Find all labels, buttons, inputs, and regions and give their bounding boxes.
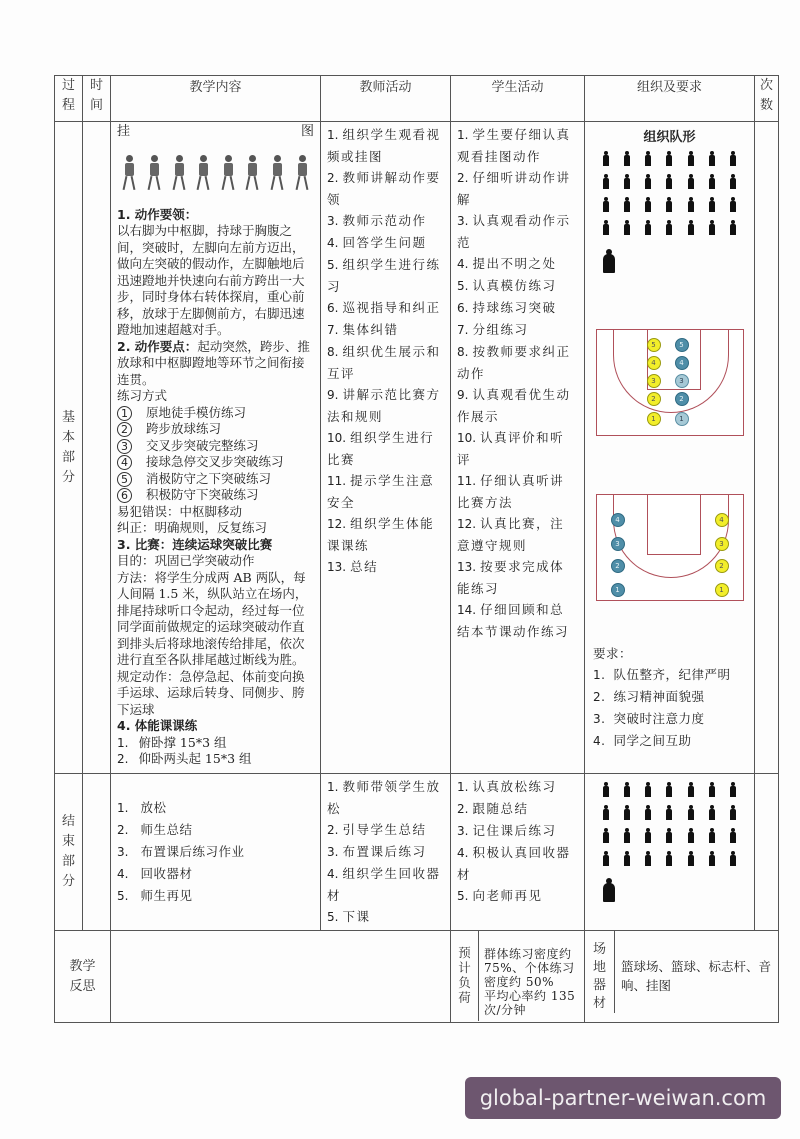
watermark-badge: global-partner-weiwan.com [465, 1077, 781, 1119]
basic-time-cell [83, 122, 111, 774]
student-icon [709, 220, 715, 235]
lesson-plan-table [54, 75, 779, 1023]
student-icon [709, 828, 715, 843]
practice-item: 4 接球急停交叉步突破练习 [117, 454, 314, 471]
student-icon [645, 851, 651, 866]
student-icon [603, 174, 609, 189]
p1-text: 以右脚为中枢脚，持球于胸腹之间，突破时，左脚向左前方迈出，做向左突破的假动作，左脚触地后迅速蹬地并快速向右前方跨出一大步，同时身体右转体探肩，重心前移，放球于左脚侧前方，右脚迅速蹬地加速超越对手。 [117, 223, 305, 337]
ending-teacher-cell [321, 774, 451, 931]
ending-teacher-item: 2. 引导学生总结 [327, 822, 427, 837]
ending-content-item: 3. 布置课后练习作业 [117, 844, 245, 859]
ending-student-item: 2. 跟随总结 [457, 801, 529, 816]
equipment-cell [585, 931, 779, 1023]
requirements-title: 要求： [593, 646, 633, 661]
student-icon [645, 174, 651, 189]
practice-item: 1 原地徒手模仿练习 [117, 405, 314, 422]
student-icon [666, 828, 672, 843]
student-icon [709, 174, 715, 189]
student-icon [688, 220, 694, 235]
student-icon [624, 174, 630, 189]
load-text: 群体练习密度约 75%、个体练习密度约 50% 平均心率约 135 次/分钟 [484, 947, 576, 1017]
common-error: 易犯错误：中枢脚移动 [117, 503, 243, 519]
student-icon [603, 151, 609, 166]
student-icon [645, 197, 651, 212]
basic-student-cell [451, 122, 585, 774]
ending-student-item: 5. 向老师再见 [457, 888, 543, 903]
student-icon [603, 220, 609, 235]
p2-text: 起动突然，跨步、推放球和中枢脚蹬地等环节之间衔接连贯。 [117, 338, 310, 387]
header-student: 学生活动 [451, 76, 585, 122]
ending-count-cell [755, 774, 779, 931]
student-icon [688, 197, 694, 212]
student-icon [709, 151, 715, 166]
student-item: 7. 分组练习 [457, 322, 529, 337]
student-icon [730, 851, 736, 866]
reflection-content [111, 931, 451, 1023]
p3-method: 方法：将学生分成两 AB 两队，每人间隔 1.5 米，纵队站立在场内，排尾持球听口令起动，经过每一位同学面前做规定的运球突破动作直到排头后将球地滚传给排尾，依次进行直至各队排尾越过断线为胜。 [117, 569, 308, 667]
student-item: 14. 仔细回顾和总结本节课动作练习 [457, 602, 570, 639]
header-count: 次 数 [755, 76, 779, 122]
requirement-item: 2. 练习精神面貌强 [593, 689, 705, 704]
student-item: 4. 提出不明之处 [457, 256, 557, 271]
p4-item: 1. 俯卧撑 15*3 组 [117, 734, 227, 750]
student-icon [645, 805, 651, 820]
p3-title: 3. 比赛：连续运球突破比赛 [117, 536, 273, 552]
student-icon [603, 805, 609, 820]
basic-section-row [55, 122, 779, 774]
ending-organization-cell [585, 774, 755, 931]
header-row [55, 76, 779, 122]
student-icon [709, 197, 715, 212]
load-cell [451, 931, 585, 1023]
student-icon [688, 805, 694, 820]
reflection-label: 教学 反思 [55, 931, 111, 1023]
student-icon [688, 851, 694, 866]
practice-item: 3 交叉步突破完整练习 [117, 438, 314, 455]
student-icon [709, 851, 715, 866]
ending-teacher-item: 5. 下课 [327, 909, 371, 924]
header-time: 时 间 [83, 76, 111, 122]
student-icon [709, 805, 715, 820]
student-item: 3. 认真观看动作示范 [457, 213, 571, 250]
student-item: 5. 认真模仿练习 [457, 278, 557, 293]
student-icon [666, 220, 672, 235]
student-icon [624, 220, 630, 235]
student-icon [624, 851, 630, 866]
teacher-icon [603, 249, 615, 273]
header-teacher: 教师活动 [321, 76, 451, 122]
student-icon [730, 220, 736, 235]
ending-student-item: 4. 积极认真回收器材 [457, 845, 571, 882]
ending-student-cell [451, 774, 585, 931]
student-icon [730, 828, 736, 843]
student-item: 1. 学生要仔细认真观看挂图动作 [457, 127, 571, 164]
student-icon [603, 828, 609, 843]
header-process: 过 程 [55, 76, 83, 122]
student-icon [624, 828, 630, 843]
teacher-item: 12. 组织学生体能课课练 [327, 516, 435, 553]
ending-content-item: 2. 师生总结 [117, 822, 193, 837]
student-icon [666, 782, 672, 797]
basic-section-label: 基 本 部 分 [55, 122, 83, 774]
student-item: 2. 仔细听讲动作讲解 [457, 170, 571, 207]
student-icon [730, 782, 736, 797]
student-icon [730, 174, 736, 189]
student-icon [645, 220, 651, 235]
student-icon [645, 828, 651, 843]
student-item: 12. 认真比赛，注意遵守规则 [457, 516, 565, 553]
student-item: 10. 认真评价和听评 [457, 430, 565, 467]
student-icon [730, 151, 736, 166]
teacher-item: 8. 组织优生展示和互评 [327, 344, 441, 381]
student-formation [589, 151, 750, 235]
student-icon [603, 782, 609, 797]
student-icon [624, 197, 630, 212]
formation-title: 组织队形 [643, 130, 696, 145]
teacher-item: 7. 集体纠错 [327, 322, 399, 337]
student-item: 11. 仔细认真听讲比赛方法 [457, 473, 565, 510]
p4-title: 4. 体能课课练 [117, 718, 198, 733]
teacher-item: 2. 教师讲解动作要领 [327, 170, 441, 207]
student-icon [730, 805, 736, 820]
ending-teacher-item: 1. 教师带领学生放松 [327, 779, 441, 816]
student-icon [666, 197, 672, 212]
student-item: 9. 认真观看优生动作展示 [457, 387, 571, 424]
p3-goal: 目的：巩固已学突破动作 [117, 553, 255, 568]
equipment-text: 篮球场、篮球、标志杆、音响、挂图 [621, 959, 772, 993]
ending-section-row [55, 774, 779, 931]
ending-teacher-item: 3. 布置课后练习 [327, 844, 427, 859]
ending-content-item: 1. 放松 [117, 800, 167, 815]
student-formation [589, 782, 750, 866]
ending-time-cell [83, 774, 111, 931]
student-icon [666, 805, 672, 820]
practice-item: 2 跨步放球练习 [117, 421, 314, 438]
ending-content-item: 5. 师生再见 [117, 888, 193, 903]
teacher-item: 13. 总结 [327, 559, 379, 574]
student-icon [666, 174, 672, 189]
practice-item: 6 积极防守下突破练习 [117, 487, 314, 504]
practice-title: 练习方式 [117, 388, 168, 403]
requirement-item: 4. 同学之间互助 [593, 733, 692, 748]
teacher-item: 3. 教师示范动作 [327, 213, 427, 228]
hang-chart-title: 挂 图 [117, 124, 314, 139]
student-icon [730, 197, 736, 212]
teacher-item: 10. 组织学生进行比赛 [327, 430, 435, 467]
student-icon [709, 782, 715, 797]
student-item: 13. 按要求完成体能练习 [457, 559, 565, 596]
student-icon [688, 828, 694, 843]
student-icon [645, 782, 651, 797]
ending-student-item: 1. 认真放松练习 [457, 779, 557, 794]
court-diagram-competition: 4 3 2 1 4 3 2 1 [596, 494, 744, 601]
p4-item: 2. 仰卧两头起 15*3 组 [117, 751, 252, 766]
teacher-item: 4. 回答学生问题 [327, 235, 427, 250]
correction: 纠正：明确规则，反复练习 [117, 520, 268, 535]
p1-title: 1. 动作要领： [117, 206, 198, 222]
student-icon [624, 782, 630, 797]
p3-rule: 规定动作：急停急起、体前变向换手运球、运球后转身、同侧步、胯下运球 [117, 668, 305, 717]
crossover-illustration [117, 143, 314, 203]
basic-teacher-cell [321, 122, 451, 774]
ending-student-item: 3. 记住课后练习 [457, 823, 557, 838]
requirement-item: 1. 队伍整齐，纪律严明 [593, 667, 731, 682]
student-icon [603, 851, 609, 866]
equipment-label: 场 地 器 材 [585, 931, 615, 1013]
requirement-item: 3. 突破时注意力度 [593, 711, 705, 726]
load-label: 预 计 负 荷 [451, 931, 479, 1021]
ending-teacher-item: 4. 组织学生回收器材 [327, 866, 441, 903]
student-icon [666, 151, 672, 166]
header-content: 教学内容 [111, 76, 321, 122]
practice-item: 5 消极防守之下突破练习 [117, 471, 314, 488]
teacher-item: 5. 组织学生进行练习 [327, 257, 441, 294]
requirements [589, 643, 750, 752]
student-icon [688, 151, 694, 166]
teacher-item: 1. 组织学生观看视频或挂图 [327, 127, 441, 164]
teacher-icon [603, 878, 615, 902]
student-icon [624, 805, 630, 820]
ending-section-label: 结 束 部 分 [55, 774, 83, 931]
header-organization: 组织及要求 [585, 76, 755, 122]
court-diagram-drill: 5 4 3 2 1 5 4 3 2 1 [596, 329, 744, 436]
student-icon [688, 782, 694, 797]
reflection-row [55, 931, 779, 1023]
teacher-item: 9. 讲解示范比赛方法和规则 [327, 387, 441, 424]
student-item: 8. 按教师要求纠正动作 [457, 344, 571, 381]
basic-organization-cell [585, 122, 755, 774]
basic-content-cell [111, 122, 321, 774]
ending-content-item: 4. 回收器材 [117, 866, 193, 881]
student-icon [603, 197, 609, 212]
student-icon [666, 851, 672, 866]
student-icon [624, 151, 630, 166]
basic-count-cell [755, 122, 779, 774]
student-icon [645, 151, 651, 166]
student-item: 6. 持球练习突破 [457, 300, 557, 315]
teacher-item: 6. 巡视指导和纠正 [327, 300, 441, 315]
ending-content-cell [111, 774, 321, 931]
student-icon [688, 174, 694, 189]
p2-title: 2. 动作要点： [117, 338, 198, 354]
teacher-item: 11. 提示学生注意安全 [327, 473, 435, 510]
